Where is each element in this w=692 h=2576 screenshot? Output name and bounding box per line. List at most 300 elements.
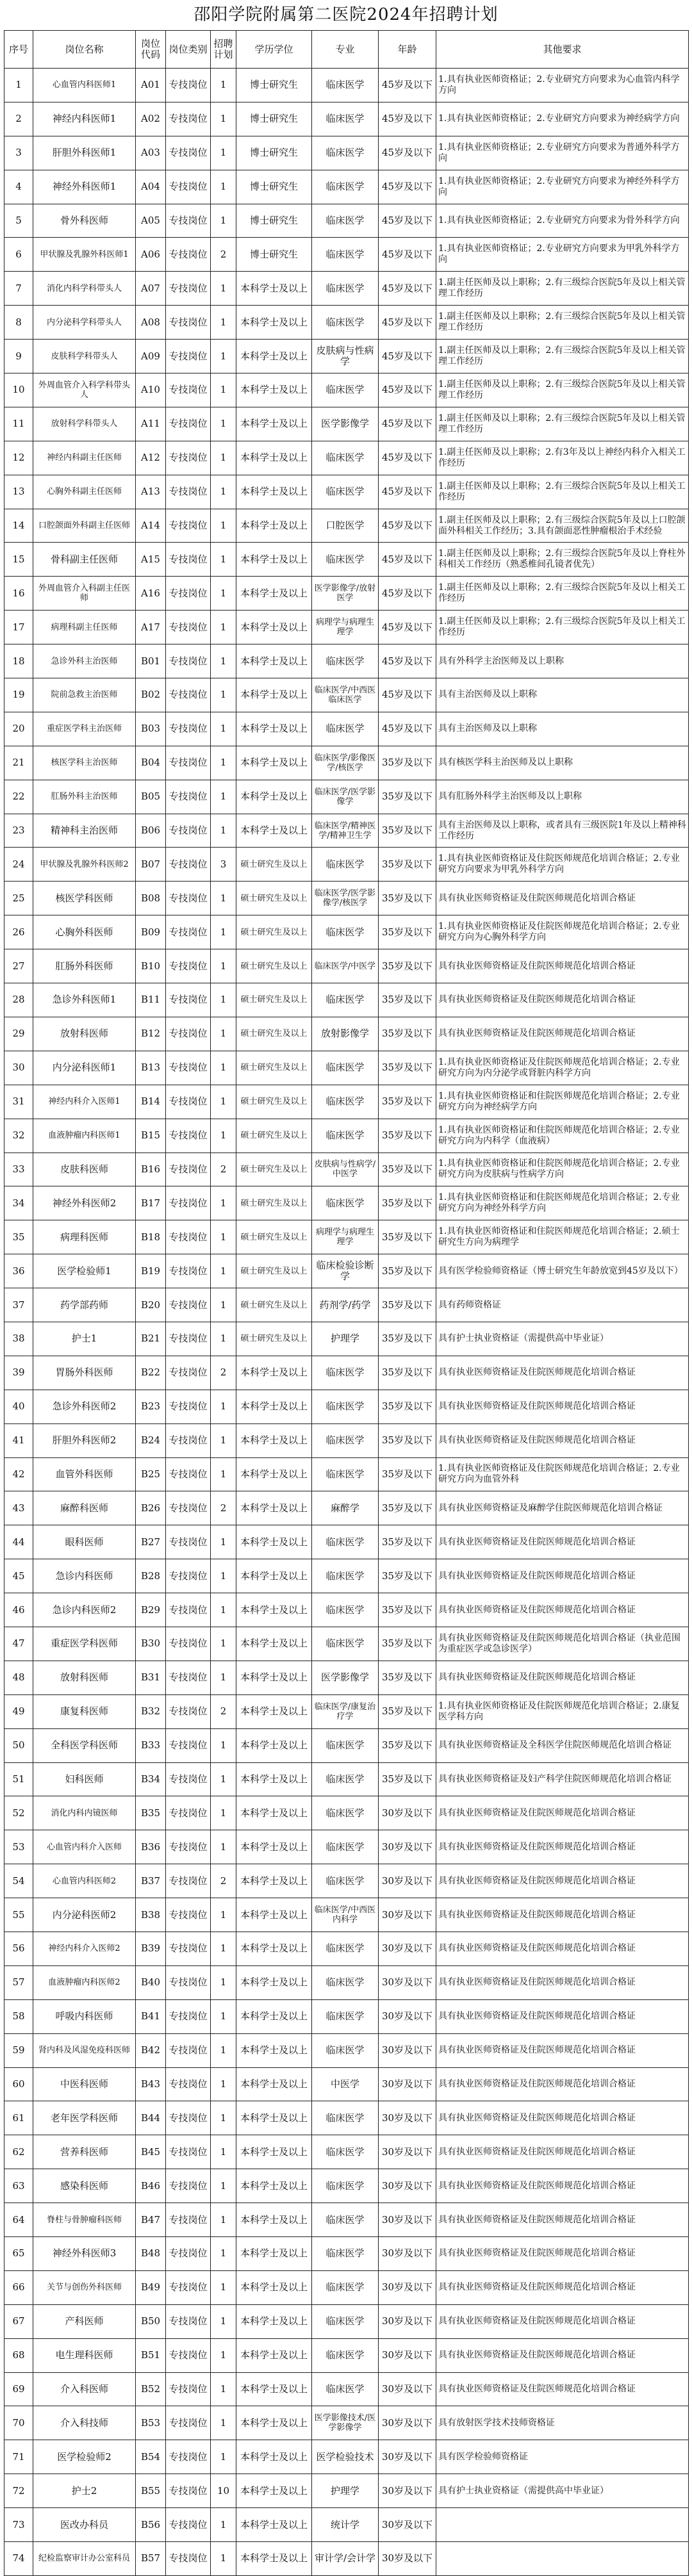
cell-other-requirements: 具有执业医师资格证及住院医师规范化培训合格证 [436,2237,689,2271]
table-row [4,1932,689,1965]
cell-index: 24 [4,848,33,882]
cell-plan-count: 1 [211,1051,236,1085]
cell-age: 30岁及以下 [379,2169,436,2203]
cell-major: 临床医学 [312,2033,379,2067]
cell-position-name: 全科医学科医师 [33,1728,136,1762]
table-row [4,746,689,780]
cell-age: 45岁及以下 [379,272,436,306]
cell-position-name: 介入科医师 [33,2372,136,2406]
table-row [4,1965,689,1999]
cell-position-name: 营养科医师 [33,2135,136,2169]
cell-plan-count: 1 [211,306,236,340]
cell-age: 30岁及以下 [379,2406,436,2440]
cell-position-type: 专技岗位 [166,1322,211,1356]
cell-education: 本科学士及以上 [236,1627,312,1661]
cell-age: 35岁及以下 [379,1423,436,1457]
header-education: 学历学位 [236,31,312,69]
cell-position-name: 院前急救主治医师 [33,678,136,712]
cell-education: 本科学士及以上 [236,1932,312,1965]
cell-position-type: 专技岗位 [166,373,211,407]
cell-position-name: 重症医学科主治医师 [33,712,136,746]
cell-other-requirements: 1.具有执业医师资格证；2.专业研究方向要求为普通外科学方向 [436,136,689,170]
cell-age: 35岁及以下 [379,746,436,780]
cell-age: 45岁及以下 [379,102,436,136]
cell-other-requirements: 1.副主任医师及以上职称；2.有三级综合医院5年及以上相关工作经历 [436,475,689,509]
cell-index: 5 [4,204,33,238]
table-row [4,2067,689,2101]
cell-position-code: B36 [136,1830,166,1864]
cell-position-code: B01 [136,644,166,678]
table-row [4,102,689,136]
cell-other-requirements: 1.副主任医师及以上职称；2.有三级综合医院5年及以上相关管理工作经历 [436,340,689,373]
cell-index: 48 [4,1661,33,1694]
cell-education: 硕士研究生及以上 [236,1017,312,1051]
cell-other-requirements: 具有护士执业资格证（需提供高中毕业证） [436,2474,689,2508]
cell-position-name: 电生理科医师 [33,2338,136,2372]
cell-position-type: 专技岗位 [166,1559,211,1593]
table-row [4,1457,689,1491]
cell-position-type: 专技岗位 [166,1593,211,1627]
cell-position-code: B30 [136,1627,166,1661]
cell-position-name: 护士2 [33,2474,136,2508]
cell-major: 医学影像学 [312,407,379,441]
cell-position-code: B37 [136,1864,166,1898]
cell-plan-count: 2 [211,1153,236,1186]
cell-age: 45岁及以下 [379,170,436,204]
cell-plan-count: 1 [211,2542,236,2576]
cell-major: 临床医学 [312,1999,379,2033]
cell-index: 15 [4,543,33,577]
table-row [4,1491,689,1525]
table-header-row [4,31,689,69]
cell-index: 13 [4,475,33,509]
cell-age: 45岁及以下 [379,543,436,577]
cell-index: 70 [4,2406,33,2440]
cell-position-name: 药学部药师 [33,1288,136,1322]
cell-other-requirements: 具有执业医师资格证及住院医师规范化培训合格证 [436,983,689,1017]
cell-education: 本科学士及以上 [236,577,312,611]
cell-position-name: 康复科医师 [33,1694,136,1728]
cell-plan-count: 1 [211,814,236,848]
cell-index: 25 [4,882,33,915]
cell-age: 35岁及以下 [379,1762,436,1796]
cell-plan-count: 1 [211,1457,236,1491]
cell-plan-count: 1 [211,1322,236,1356]
cell-education: 本科学士及以上 [236,2237,312,2271]
cell-position-code: B24 [136,1423,166,1457]
cell-education: 本科学士及以上 [236,1694,312,1728]
cell-education: 博士研究生 [236,69,312,103]
cell-index: 62 [4,2135,33,2169]
cell-index: 3 [4,136,33,170]
cell-position-type: 专技岗位 [166,1254,211,1288]
cell-position-code: A12 [136,441,166,475]
cell-age: 30岁及以下 [379,2474,436,2508]
cell-position-name: 骨科副主任医师 [33,543,136,577]
cell-plan-count: 1 [211,2033,236,2067]
cell-position-code: B41 [136,1999,166,2033]
cell-age: 35岁及以下 [379,1627,436,1661]
cell-plan-count: 1 [211,509,236,543]
cell-position-type: 专技岗位 [166,136,211,170]
cell-other-requirements: 具有放射医学技术技师资格证 [436,2406,689,2440]
cell-major: 临床医学 [312,136,379,170]
cell-major: 临床医学/中西医内科学 [312,1898,379,1932]
cell-index: 33 [4,1153,33,1186]
table-row [4,1254,689,1288]
cell-index: 8 [4,306,33,340]
cell-position-type: 专技岗位 [166,306,211,340]
cell-index: 52 [4,1796,33,1830]
cell-education: 本科学士及以上 [236,2135,312,2169]
cell-major: 临床医学 [312,238,379,272]
cell-position-code: B04 [136,746,166,780]
cell-other-requirements: 具有主治医师及以上职称 [436,712,689,746]
cell-position-name: 急诊内科医师2 [33,1593,136,1627]
cell-major: 口腔医学 [312,509,379,543]
cell-position-code: A15 [136,543,166,577]
cell-education: 本科学士及以上 [236,1830,312,1864]
cell-education: 本科学士及以上 [236,746,312,780]
cell-index: 63 [4,2169,33,2203]
cell-position-code: B28 [136,1559,166,1593]
cell-education: 硕士研究生及以上 [236,1085,312,1119]
cell-position-code: B02 [136,678,166,712]
cell-education: 硕士研究生及以上 [236,1254,312,1288]
table-row [4,2508,689,2542]
table-row [4,848,689,882]
cell-plan-count: 1 [211,340,236,373]
cell-position-type: 专技岗位 [166,1965,211,1999]
cell-plan-count: 1 [211,1017,236,1051]
cell-other-requirements: 具有执业医师资格证及住院医师规范化培训合格证 [436,2372,689,2406]
cell-position-code: B54 [136,2440,166,2474]
table-row [4,644,689,678]
table-row [4,1153,689,1186]
table-row [4,2169,689,2203]
cell-position-code: B57 [136,2542,166,2576]
cell-plan-count: 1 [211,1932,236,1965]
cell-position-name: 中医科医师 [33,2067,136,2101]
cell-major: 临床医学 [312,1525,379,1559]
cell-other-requirements: 具有执业医师资格证及住院医师规范化培训合格证 [436,2203,689,2237]
table-row [4,1085,689,1119]
cell-plan-count: 1 [211,882,236,915]
cell-age: 30岁及以下 [379,2440,436,2474]
cell-education: 本科学士及以上 [236,1661,312,1694]
cell-education: 本科学士及以上 [236,2542,312,2576]
cell-age: 45岁及以下 [379,577,436,611]
table-row [4,2406,689,2440]
cell-other-requirements: 具有执业医师资格证及住院医师规范化培训合格证 [436,1593,689,1627]
cell-age: 35岁及以下 [379,848,436,882]
cell-index: 43 [4,1491,33,1525]
cell-major: 医学影像学/放射医学 [312,577,379,611]
page-title: 邵阳学院附属第二医院2024年招聘计划 [194,5,498,24]
cell-education: 本科学士及以上 [236,2338,312,2372]
table-row [4,1390,689,1423]
cell-position-type: 专技岗位 [166,882,211,915]
cell-education: 本科学士及以上 [236,340,312,373]
cell-index: 38 [4,1322,33,1356]
cell-position-code: B13 [136,1051,166,1085]
cell-position-name: 皮肤科学科带头人 [33,340,136,373]
cell-position-type: 专技岗位 [166,1390,211,1423]
cell-age: 35岁及以下 [379,1220,436,1254]
cell-index: 21 [4,746,33,780]
cell-major: 临床医学/精神医学/精神卫生学 [312,814,379,848]
cell-other-requirements: 1.具有执业医师资格证；2.专业研究方向要求为神经病学方向 [436,102,689,136]
cell-major: 临床医学 [312,1085,379,1119]
cell-position-name: 甲状腺及乳腺外科医师2 [33,848,136,882]
cell-position-code: B47 [136,2203,166,2237]
table-row [4,577,689,611]
cell-education: 本科学士及以上 [236,475,312,509]
cell-education: 本科学士及以上 [236,678,312,712]
cell-index: 14 [4,509,33,543]
cell-education: 硕士研究生及以上 [236,882,312,915]
cell-index: 28 [4,983,33,1017]
cell-education: 本科学士及以上 [236,2101,312,2135]
cell-age: 45岁及以下 [379,611,436,644]
cell-position-type: 专技岗位 [166,1186,211,1220]
cell-position-code: B50 [136,2304,166,2338]
cell-other-requirements: 具有执业医师资格证及全科医学住院医师规范化培训合格证 [436,1728,689,1762]
cell-major: 护理学 [312,2474,379,2508]
cell-other-requirements: 1.具有执业医师资格证；2.专业研究方向要求为骨外科学方向 [436,204,689,238]
cell-plan-count: 1 [211,1762,236,1796]
cell-major: 临床医学 [312,1932,379,1965]
cell-plan-count: 2 [211,1491,236,1525]
cell-education: 硕士研究生及以上 [236,1119,312,1153]
cell-other-requirements: 具有执业医师资格证及住院医师规范化培训合格证 [436,1661,689,1694]
cell-position-name: 心血管内科医师1 [33,69,136,103]
cell-position-type: 专技岗位 [166,1728,211,1762]
cell-other-requirements: 1.副主任医师及以上职称；2.有三级综合医院5年及以上相关工作经历 [436,611,689,644]
cell-plan-count: 1 [211,1796,236,1830]
cell-major: 临床医学 [312,1423,379,1457]
cell-position-name: 神经内科介入医师1 [33,1085,136,1119]
cell-index: 36 [4,1254,33,1288]
cell-major: 临床医学 [312,1762,379,1796]
cell-position-name: 心胸外科副主任医师 [33,475,136,509]
cell-position-name: 血管外科医师 [33,1457,136,1491]
cell-age: 30岁及以下 [379,2542,436,2576]
cell-index: 47 [4,1627,33,1661]
table-row [4,1423,689,1457]
cell-plan-count: 1 [211,1593,236,1627]
cell-index: 44 [4,1525,33,1559]
cell-plan-count: 1 [211,2304,236,2338]
table-row [4,407,689,441]
cell-position-name: 血液肿瘤内科医师1 [33,1119,136,1153]
table-body [4,69,689,2576]
cell-plan-count: 1 [211,1220,236,1254]
cell-index: 64 [4,2203,33,2237]
cell-position-type: 专技岗位 [166,915,211,949]
cell-position-name: 病理科副主任医师 [33,611,136,644]
table-row [4,814,689,848]
cell-major: 临床医学 [312,848,379,882]
cell-position-type: 专技岗位 [166,1525,211,1559]
cell-other-requirements: 具有执业医师资格证及住院医师规范化培训合格证 [436,1390,689,1423]
cell-major: 临床医学 [312,2338,379,2372]
cell-position-code: B44 [136,2101,166,2135]
cell-education: 本科学士及以上 [236,1898,312,1932]
header-major: 专业 [312,31,379,69]
cell-education: 硕士研究生及以上 [236,1153,312,1186]
cell-position-type: 专技岗位 [166,509,211,543]
table-row [4,2542,689,2576]
cell-other-requirements: 具有执业医师资格证及住院医师规范化培训合格证 [436,1932,689,1965]
cell-education: 博士研究生 [236,238,312,272]
cell-position-name: 神经外科医师2 [33,1186,136,1220]
cell-position-name: 病理科医师 [33,1220,136,1254]
cell-age: 45岁及以下 [379,441,436,475]
cell-other-requirements: 1.具有执业医师资格证及住院医师规范化培训合格证；2.专业研究方向要求为甲乳外科学方向 [436,848,689,882]
cell-position-name: 神经外科医师3 [33,2237,136,2271]
cell-other-requirements: 具有执业医师资格证及住院医师规范化培训合格证 [436,2033,689,2067]
cell-position-code: A02 [136,102,166,136]
cell-position-name: 骨外科医师 [33,204,136,238]
cell-age: 35岁及以下 [379,1525,436,1559]
cell-major: 审计学/会计学 [312,2542,379,2576]
cell-major: 临床医学/医学影像学/核医学 [312,882,379,915]
cell-education: 硕士研究生及以上 [236,983,312,1017]
cell-age: 30岁及以下 [379,1999,436,2033]
cell-education: 本科学士及以上 [236,1356,312,1390]
cell-major: 麻醉学 [312,1491,379,1525]
cell-position-type: 专技岗位 [166,746,211,780]
cell-major: 临床医学 [312,204,379,238]
cell-position-code: B22 [136,1356,166,1390]
cell-index: 53 [4,1830,33,1864]
cell-plan-count: 1 [211,441,236,475]
table-row [4,2372,689,2406]
cell-age: 35岁及以下 [379,1491,436,1525]
cell-position-type: 专技岗位 [166,577,211,611]
cell-age: 30岁及以下 [379,2338,436,2372]
cell-other-requirements [436,2508,689,2542]
cell-plan-count: 1 [211,407,236,441]
cell-position-type: 专技岗位 [166,1627,211,1661]
cell-major: 临床医学/中西医临床医学 [312,678,379,712]
cell-plan-count: 1 [211,2135,236,2169]
cell-major: 临床检验诊断学 [312,1254,379,1288]
cell-position-code: A06 [136,238,166,272]
cell-major: 临床医学 [312,1559,379,1593]
cell-major: 皮肤病与性病学/中医学 [312,1153,379,1186]
cell-index: 11 [4,407,33,441]
cell-other-requirements: 具有执业医师资格证及妇产科学住院医师规范化培训合格证 [436,1762,689,1796]
cell-position-type: 专技岗位 [166,1220,211,1254]
cell-age: 35岁及以下 [379,1085,436,1119]
cell-plan-count: 1 [211,2237,236,2271]
cell-index: 60 [4,2067,33,2101]
cell-major: 临床医学 [312,1390,379,1423]
table-row [4,2440,689,2474]
cell-plan-count: 1 [211,1965,236,1999]
cell-position-name: 介入科技师 [33,2406,136,2440]
cell-education: 本科学士及以上 [236,543,312,577]
cell-other-requirements: 具有执业医师资格证及住院医师规范化培训合格证 [436,949,689,983]
cell-position-code: B34 [136,1762,166,1796]
cell-position-code: B12 [136,1017,166,1051]
cell-other-requirements: 具有核医学科主治医师及以上职称 [436,746,689,780]
cell-other-requirements: 具有执业医师资格证及住院医师规范化培训合格证 [436,2067,689,2101]
cell-index: 65 [4,2237,33,2271]
cell-index: 27 [4,949,33,983]
cell-education: 硕士研究生及以上 [236,1322,312,1356]
cell-position-type: 专技岗位 [166,949,211,983]
cell-age: 35岁及以下 [379,1457,436,1491]
cell-age: 45岁及以下 [379,238,436,272]
cell-education: 本科学士及以上 [236,611,312,644]
cell-position-name: 核医学科医师 [33,882,136,915]
table-row [4,204,689,238]
cell-major: 病理学与病理生理学 [312,1220,379,1254]
cell-position-name: 肝胆外科医师2 [33,1423,136,1457]
table-row [4,2203,689,2237]
cell-position-name: 内分泌科医师1 [33,1051,136,1085]
cell-position-type: 专技岗位 [166,475,211,509]
cell-index: 46 [4,1593,33,1627]
cell-plan-count: 1 [211,1119,236,1153]
cell-plan-count: 1 [211,102,236,136]
cell-position-code: B51 [136,2338,166,2372]
cell-position-type: 专技岗位 [166,102,211,136]
cell-age: 30岁及以下 [379,2237,436,2271]
cell-position-code: A01 [136,69,166,103]
cell-position-code: A04 [136,170,166,204]
table-row [4,712,689,746]
cell-major: 皮肤病与性病学 [312,340,379,373]
cell-age: 35岁及以下 [379,915,436,949]
cell-age: 35岁及以下 [379,1051,436,1085]
cell-position-name: 肝胆外科医师1 [33,136,136,170]
table-row [4,1051,689,1085]
cell-age: 35岁及以下 [379,1356,436,1390]
cell-major: 临床医学 [312,1830,379,1864]
cell-position-code: A14 [136,509,166,543]
cell-other-requirements: 具有药师资格证 [436,1288,689,1322]
cell-education: 硕士研究生及以上 [236,1051,312,1085]
cell-education: 博士研究生 [236,170,312,204]
cell-index: 31 [4,1085,33,1119]
header-position-code: 岗位代码 [136,31,166,69]
cell-position-code: B14 [136,1085,166,1119]
cell-index: 9 [4,340,33,373]
table-row [4,136,689,170]
cell-plan-count: 1 [211,2101,236,2135]
cell-index: 69 [4,2372,33,2406]
cell-position-type: 专技岗位 [166,1491,211,1525]
cell-position-type: 专技岗位 [166,678,211,712]
table-row [4,1322,689,1356]
header-age: 年龄 [379,31,436,69]
cell-position-code: A05 [136,204,166,238]
table-row [4,1119,689,1153]
cell-position-code: B08 [136,882,166,915]
table-row [4,306,689,340]
cell-age: 35岁及以下 [379,983,436,1017]
cell-position-type: 专技岗位 [166,712,211,746]
cell-education: 本科学士及以上 [236,272,312,306]
cell-position-name: 急诊外科医师1 [33,983,136,1017]
cell-position-type: 专技岗位 [166,2067,211,2101]
cell-other-requirements: 具有执业医师资格证及住院医师规范化培训合格证 [436,1796,689,1830]
cell-position-type: 专技岗位 [166,1864,211,1898]
